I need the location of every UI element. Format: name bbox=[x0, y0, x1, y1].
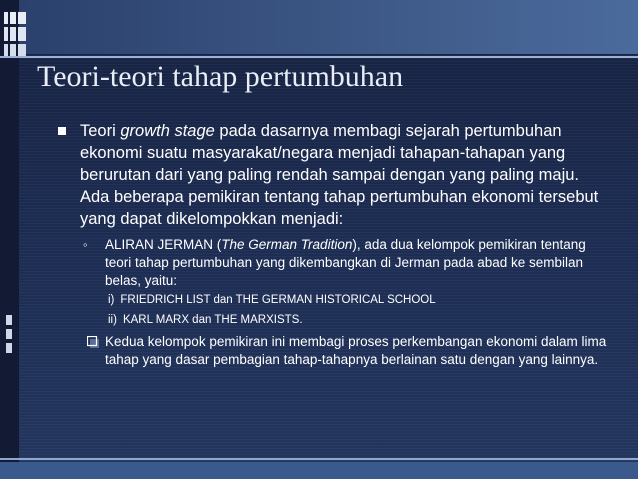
slide-content bbox=[50, 120, 610, 369]
left-bar bbox=[0, 0, 19, 479]
list-item-1 bbox=[50, 290, 610, 310]
sub-bullet-italic: The German Tradition bbox=[221, 237, 353, 252]
header-band bbox=[18, 0, 638, 54]
square-bullet-icon bbox=[58, 127, 66, 135]
main-bullet bbox=[50, 120, 610, 230]
footer-line bbox=[0, 458, 638, 460]
sub-bullet-text-1: ALIRAN JERMAN ( bbox=[105, 237, 222, 252]
side-mark-decoration bbox=[6, 315, 16, 353]
sub-bullet-summary bbox=[50, 333, 610, 369]
list-item-text: FRIEDRICH LIST dan THE GERMAN HISTORICAL SCHOOL bbox=[120, 294, 436, 306]
sub-bullet-german-tradition bbox=[50, 236, 610, 290]
circle-bullet-icon: ◦ bbox=[83, 237, 88, 252]
checkbox-bullet-icon bbox=[87, 336, 99, 348]
main-bullet-text-1: Teori bbox=[80, 122, 121, 140]
title-divider bbox=[0, 56, 638, 58]
sub-bullet-text-2: ), ada dua kelompok pemikiran tentang teori tahap pertumbuhan yang dikembangkan di Jerman pada abad ke sembilan belas, yaitu: bbox=[105, 237, 586, 288]
corner-grid-decoration bbox=[0, 10, 32, 68]
slide-title: Teori-teori tahap pertumbuhan bbox=[37, 60, 404, 93]
main-bullet-italic: growth stage bbox=[120, 122, 215, 140]
list-item-text: KARL MARX dan THE MARXISTS. bbox=[122, 314, 303, 326]
list-item-2 bbox=[50, 310, 610, 330]
main-bullet-text-2: pada dasarnya membagi sejarah pertumbuhan ekonomi suatu masyarakat/negara menjadi tahapan-tahapan yang berurutan dari yang paling rendah sampai dengan yang paling maju. Ada beberapa pemikiran tentang tahap pertumbuhan ekonomi tersebut yang dapat dikelompokkan menjadi: bbox=[80, 122, 599, 228]
list-item-number: i) bbox=[108, 294, 115, 306]
list-item-number: ii) bbox=[108, 314, 117, 326]
summary-text: Kedua kelompok pemikiran ini membagi proses perkembangan ekonomi dalam lima tahap yang dasar pembagian tahap-tahapnya berlainan satu dengan yang lainnya. bbox=[105, 334, 607, 367]
footer-bar bbox=[0, 462, 638, 479]
